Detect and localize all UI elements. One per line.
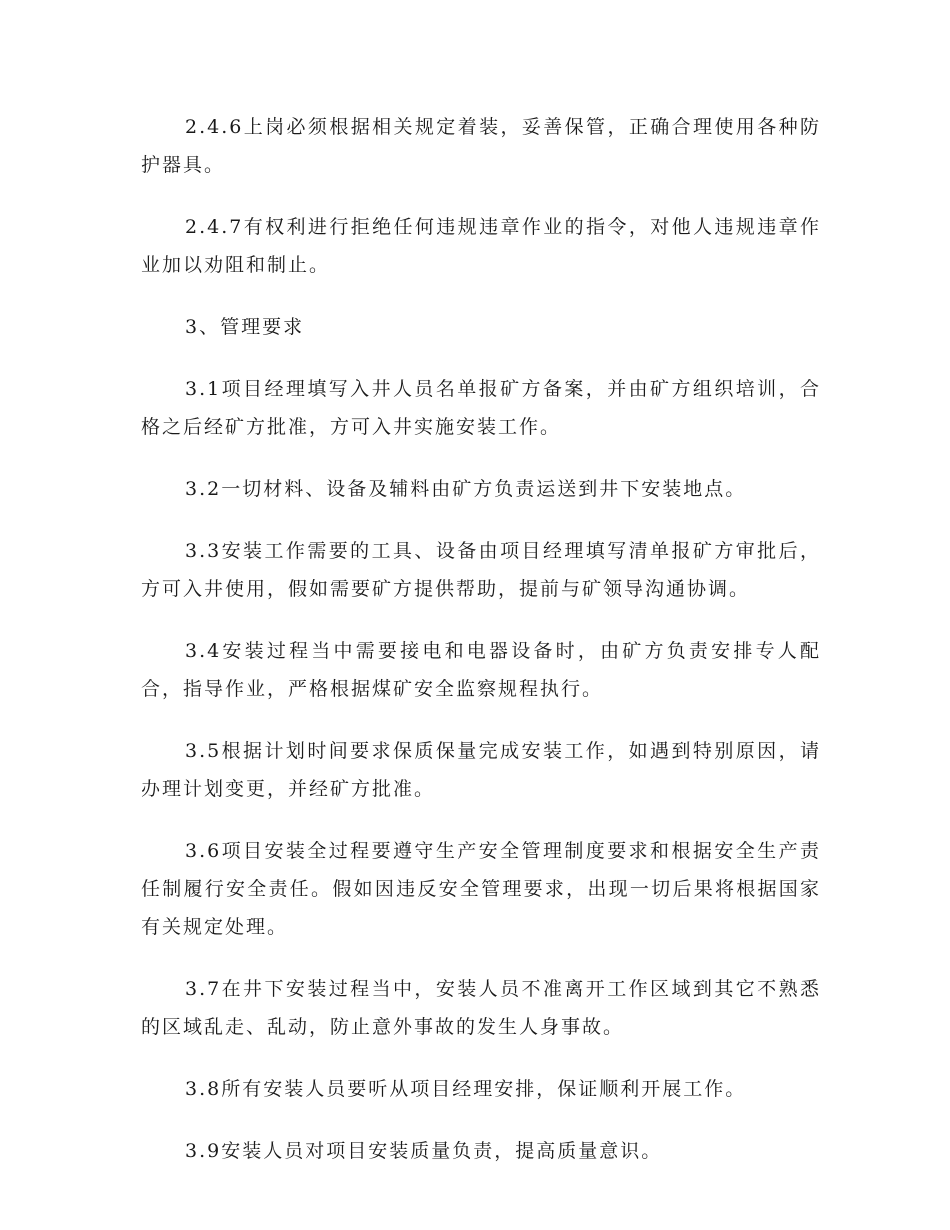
- clause-3-8: 3.8所有安装人员要听从项目经理安排，保证顺利开展工作。: [185, 1078, 747, 1100]
- clause-3-3: 3.3安装工作需要的工具、设备由项目经理填写清单报矿方审批后，方可入井使用，假如需要矿方提供帮助，提前与矿领导沟通协调。: [141, 540, 821, 600]
- clause-3-9: 3.9安装人员对项目安装质量负责，提高质量意识。: [185, 1140, 663, 1162]
- clause-3-4: 3.4安装过程当中需要接电和电器设备时，由矿方负责安排专人配合，指导作业，严格根据煤矿安全监察规程执行。: [141, 640, 821, 700]
- clause-3-7: 3.7在井下安装过程当中，安装人员不准离开工作区域到其它不熟悉的区域乱走、乱动，防止意外事故的发生人身事故。: [141, 978, 821, 1038]
- document-body: [141, 108, 821, 1194]
- clause-3-5: 3.5根据计划时间要求保质保量完成安装工作，如遇到特别原因，请办理计划变更，并经矿方批准。: [141, 740, 821, 800]
- clause-2-4-7: 2.4.7有权利进行拒绝任何违规违章作业的指令，对他人违规违章作业加以劝阻和制止。: [141, 216, 821, 276]
- clause-3-1: 3.1项目经理填写入井人员名单报矿方备案，并由矿方组织培训，合格之后经矿方批准，方可入井实施安装工作。: [141, 378, 821, 438]
- clause-3-2: 3.2一切材料、设备及辅料由矿方负责运送到井下安装地点。: [185, 478, 747, 500]
- section-heading-management-requirements: 3、管理要求: [185, 316, 305, 338]
- clause-3-6: 3.6项目安装全过程要遵守生产安全管理制度要求和根据安全生产责任制履行安全责任。假如因违反安全管理要求，出现一切后果将根据国家有关规定处理。: [141, 840, 821, 938]
- clause-2-4-6: 2.4.6上岗必须根据相关规定着装，妥善保管，正确合理使用各种防护器具。: [141, 116, 821, 176]
